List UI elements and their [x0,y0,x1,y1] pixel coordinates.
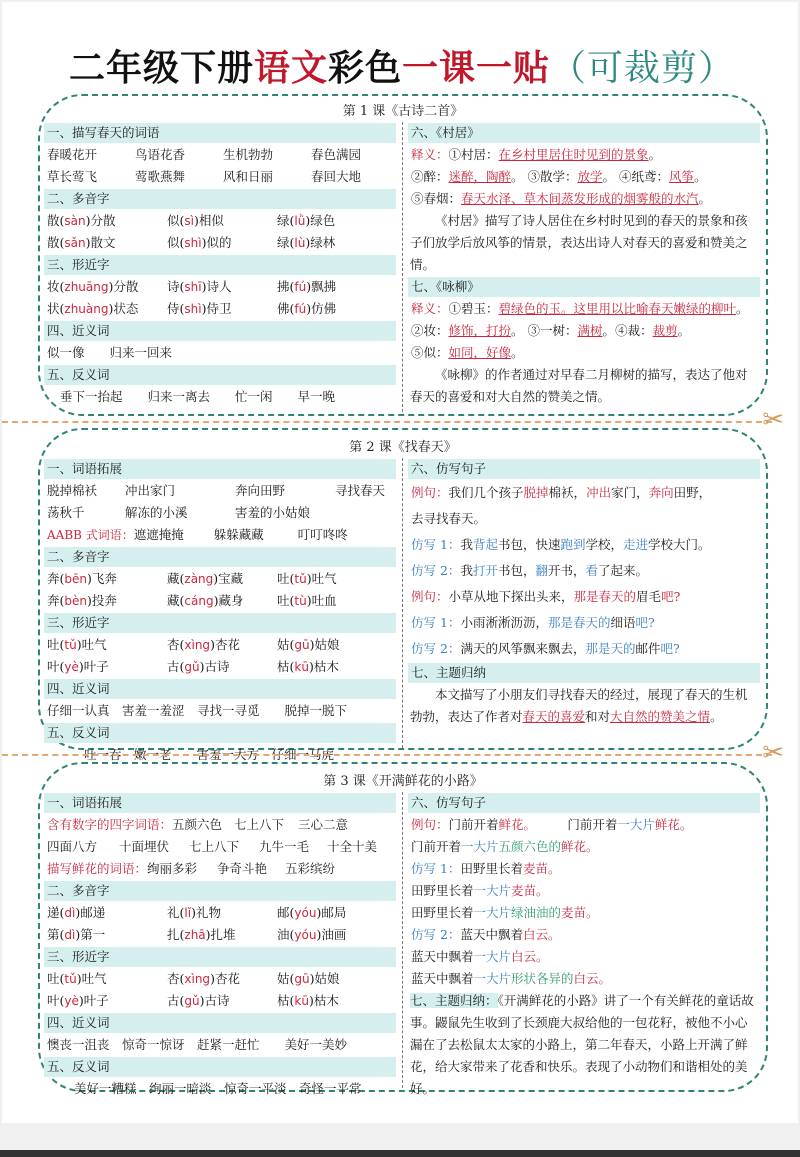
lesson-3-heading: 第 3 课《开满鲜花的小路》 [323,774,483,789]
word-row: 草长莺飞 莺歌燕舞 风和日丽 春回大地 [47,169,362,184]
synonym-row: 仔细一认真 害羞一羞涩 寻找一寻觅 脱掉一脱下 [47,703,348,718]
page-title [2,40,800,91]
section-heading: 四、近义词 [44,679,396,699]
section-heading: 七、主题归纳 [408,663,760,683]
pinyin-row: 奔(bèn)投奔 藏(cáng)藏身 吐(tù)吐血 [47,593,337,608]
definition-line: 释义：①碧玉：碧绿色的玉。这里用以比喻春天嫩绿的柳叶。 [411,301,749,316]
lesson-2-left-column [44,458,396,766]
lesson-3-right-column [408,792,760,1100]
imitation-sentence: 仿写 2：我打开书包，翻开书，看了起来。 [411,563,649,578]
imitation-sentence: 蓝天中飘着一大片形状各异的白云。 [411,971,612,986]
synonym-row: 似一像 归来一回来 [47,345,173,360]
section-heading: 一、词语拓展 [44,793,396,813]
imitation-sentence: 蓝天中飘着一大片白云。 [411,949,549,964]
title-part-color: 彩色 [327,48,402,89]
section-heading: 五、反义词 [44,365,396,385]
section-heading: 三、形近字 [44,613,396,633]
summary-paragraph: 《咏柳》的作者通过对早春二月柳树的描写，表达了他对春天的喜爱和对大自然的赞美之情。 [410,367,748,404]
lesson-2-right-column [408,458,760,728]
summary-paragraph: 本文描写了小朋友们寻找春天的经过，展现了春天的生机勃勃，表达了作者对春天的喜爱和对大自然的赞美之情。 [410,687,748,724]
section-heading: 二、多音字 [44,547,396,567]
pinyin-row: 第(dì)第一 扎(zhā)扎堆 油(yóu)油画 [47,927,347,942]
lesson-2-heading: 第 2 课《找春天》 [349,440,457,455]
column-divider [402,792,403,1088]
example-sentence: 门前开着一大片五颜六色的鲜花。 [411,839,599,854]
imitation-sentence: 仿写 2：满天的风筝飘来飘去，那是天的邮件吧? [411,641,680,656]
section-heading: 六、《村居》 [408,123,760,143]
flower-idiom-row: 描写鲜花的词语： 绚丽多彩 争奇斗艳 五彩缤纷 [47,861,336,876]
imitation-sentence: 田野里长着一大片绿油油的麦苗。 [411,905,599,920]
summary-paragraph: 《村居》描写了诗人居住在乡村时见到的春天的景象和孩子们放学后放风筝的情景，表达出诗人对春天的喜爱和赞美之情。 [410,213,748,272]
example-sentence: 去寻找春天。 [411,511,487,526]
pinyin-row: 吐(tǔ)吐气 杏(xìng)杏花 姑(gū)姑娘 [47,971,340,986]
number-idiom-row: 含有数字的四字词语： 五颜六色 七上八下 三心二意 [47,817,349,832]
pinyin-row: 吐(tǔ)吐气 杏(xìng)杏花 姑(gū)姑娘 [47,637,340,652]
column-divider [402,458,403,748]
definition-line: ⑤春烟：春天水泽、草木间蒸发形成的烟雾般的水汽。 [411,191,712,206]
synonym-row: 懊丧一沮丧 惊奇一惊讶 赶紧一赶忙 美好一美妙 [47,1037,348,1052]
title-part-subject: 语文 [253,48,328,89]
cut-line [2,754,772,756]
antonym-row: 垂下一抬起 归来一离去 忙一闲 早一晚 [60,389,336,404]
imitation-sentence: 仿写 1：我背起书包，快速跑到学校，走进学校大门。 [411,537,711,552]
pinyin-row: 状(zhuàng)状态 侍(shì)侍卫 佛(fú)仿佛 [47,301,337,316]
antonym-row: 美好一糟糕 绚丽一暗淡 惊奇一平淡 奇怪一平常 [74,1081,362,1096]
definition-line: ②醉：迷醉，陶醉。 ③散学：放学。 ④纸鸢：风筝。 [411,169,707,184]
imitation-sentence: 田野里长着一大片麦苗。 [411,883,549,898]
cut-line [2,421,772,423]
lesson-1-heading: 第 1 课《古诗二首》 [342,104,464,119]
section-heading: 三、形近字 [44,947,396,967]
section-heading: 六、仿写句子 [408,793,760,813]
lesson-3-card [38,762,768,1096]
column-divider [402,122,403,412]
example-sentence: 例句：门前开着鲜花。 门前开着一大片鲜花。 [411,817,693,832]
section-heading: 七、《咏柳》 [408,277,760,297]
pinyin-row: 递(dì)邮递 礼(lǐ)礼物 邮(yóu)邮局 [47,905,347,920]
definition-line: ⑤似：如同，好像。 [411,345,524,360]
definition-line: ②妆：修饰，打扮。 ③一树：满树。④裁：裁剪。 [411,323,691,338]
section-heading: 四、近义词 [44,1013,396,1033]
pinyin-row: 散(sàn)分散 似(sì)相似 绿(lǜ)绿色 [47,213,336,228]
bottom-bar [0,1150,800,1157]
pinyin-row: 妆(zhuāng)分散 诗(shī)诗人 拂(fú)飘拂 [47,279,337,294]
title-part-grade: 二年级下册 [68,48,254,89]
section-heading: 六、仿写句子 [408,459,760,479]
word-row: 脱掉棉袄 冲出家门 奔向田野 寻找春天 [47,483,386,498]
section-heading: 四、近义词 [44,321,396,341]
imitation-sentence: 仿写 1：小雨淅淅沥沥，那是春天的细语吧? [411,615,655,630]
scissors-icon: ✂ [762,738,784,768]
definition-line: 释义：①村居：在乡村里居住时见到的景象。 [411,147,662,162]
section-heading: 二、多音字 [44,189,396,209]
lesson-2-card [38,428,768,762]
lesson-3-left-column [44,792,396,1100]
section-heading: 一、词语拓展 [44,459,396,479]
word-row: 荡秋千 解冻的小溪 害羞的小姑娘 [47,505,311,520]
example-sentence: 例句：小草从地下探出头来，那是春天的眉毛吧? [411,589,681,604]
theme-summary: 七、主题归纳：《开满鲜花的小路》讲了一个有关鲜花的童话故事。鼹鼠先生收到了长颈鹿大叔给他的一包花籽，被他不小心漏在了去松鼠太太家的小路上，第二年春天，小路上开满了鲜花，给大家带来了花香和快乐。表现了小动物们和谐相处的美好。 [410,993,754,1096]
section-heading: 五、反义词 [44,723,396,743]
pinyin-row: 叶(yè)叶子 古(gǔ)古诗 枯(kū)枯木 [47,993,339,1008]
title-part-cuttable: （可裁剪） [550,48,736,89]
example-sentence: 例句：我们几个孩子脱掉棉袄，冲出家门，奔向田野， [411,485,712,500]
pinyin-row: 叶(yè)叶子 古(gǔ)古诗 枯(kū)枯木 [47,659,339,674]
number-idiom-row: 四面八方 十面埋伏 七上八下 九牛一毛 十全十美 [47,839,378,854]
section-heading: 一、描写春天的词语 [44,123,396,143]
aabb-row: AABB 式词语： 遮遮掩掩 躲躲藏藏 叮叮咚咚 [47,527,348,542]
imitation-sentence: 仿写 2：蓝天中飘着白云。 [411,927,561,942]
title-part-lesson: 一课一贴 [402,48,551,89]
pinyin-row: 奔(bēn)飞奔 藏(zàng)宝藏 吐(tǔ)吐气 [47,571,337,586]
section-heading: 二、多音字 [44,881,396,901]
imitation-sentence: 仿写 1：田野里长着麦苗。 [411,861,561,876]
antonym-row: 吐一吞 嫩一老 害羞一大方 仔细一马虎 [84,747,335,762]
scissors-icon: ✂ [762,405,784,435]
section-heading: 三、形近字 [44,255,396,275]
lesson-1-card [38,94,768,416]
lesson-1-right-column [408,122,760,408]
lesson-1-left-column [44,122,396,408]
section-heading: 五、反义词 [44,1057,396,1077]
document-page [2,2,798,1123]
pinyin-row: 散(sǎn)散文 似(shì)似的 绿(lù)绿林 [47,235,336,250]
word-row: 春暖花开 鸟语花香 生机勃勃 春色满园 [47,147,362,162]
